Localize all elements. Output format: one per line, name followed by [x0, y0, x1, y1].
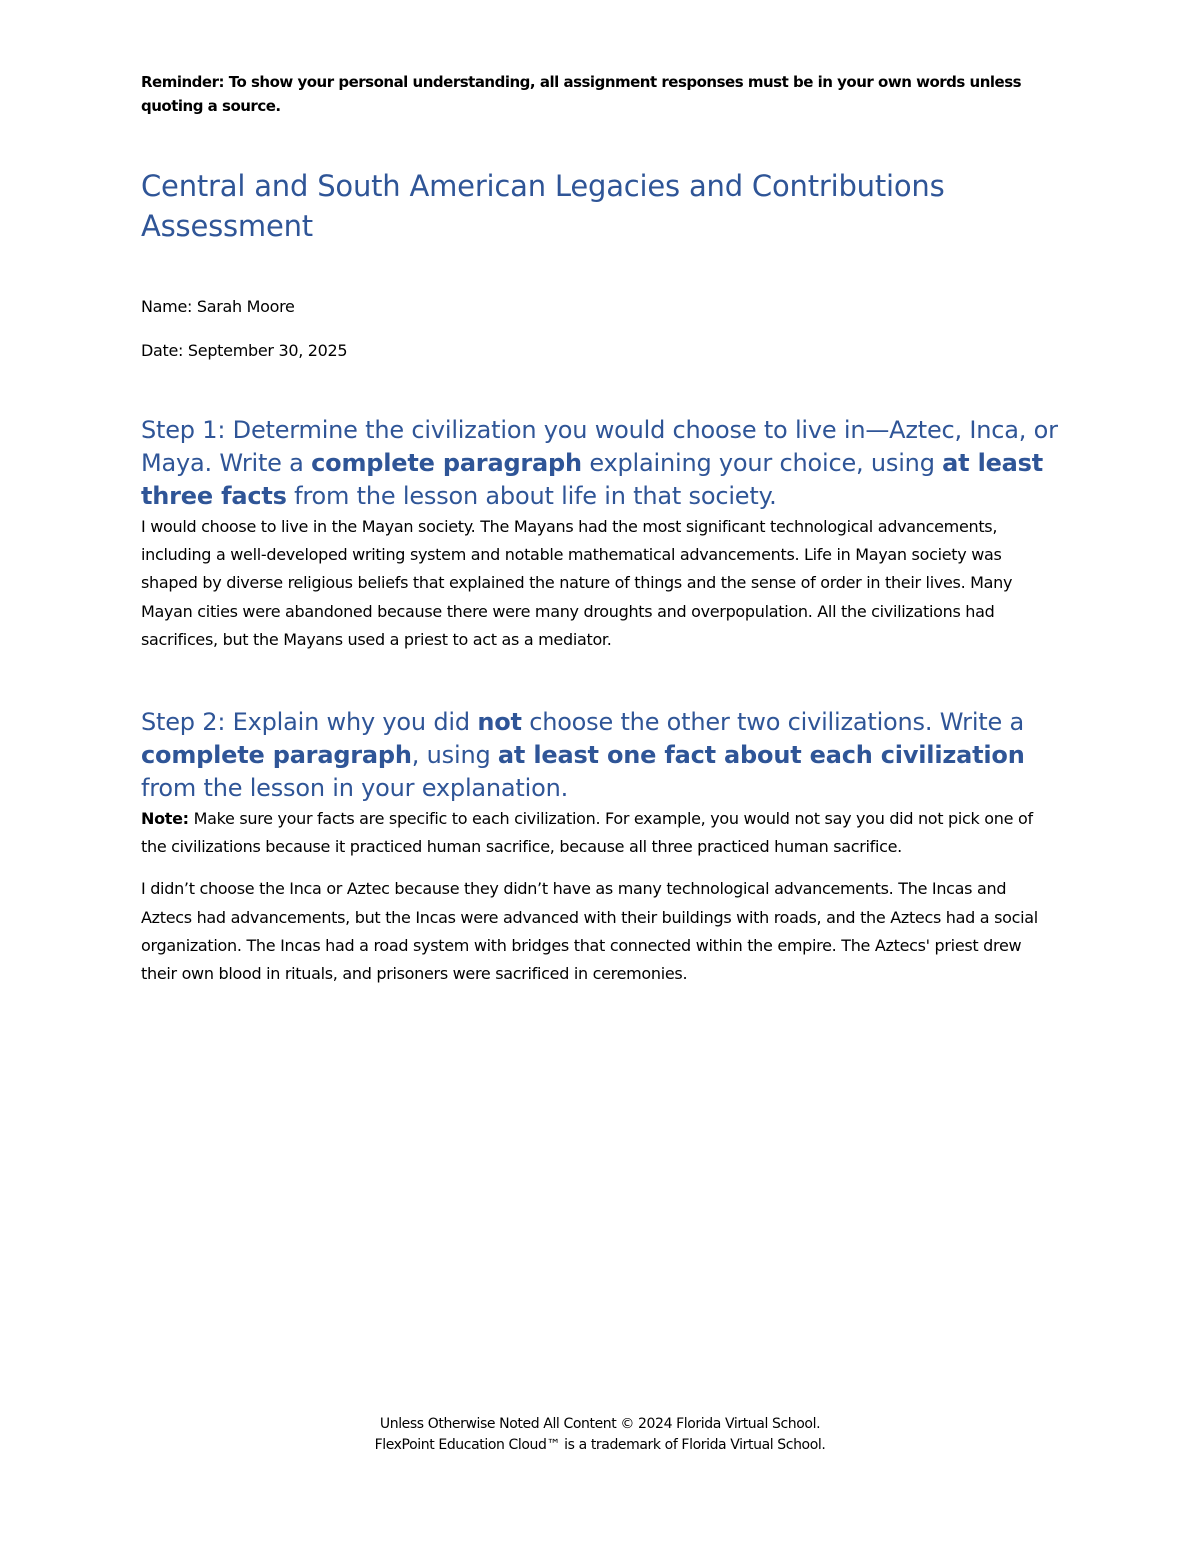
note-text: Make sure your facts are specific to each civilization. For example, you would not say you did not pick one of the civilizations because it practiced human sacrifice, because all three practiced human sacrifice. — [141, 809, 1033, 857]
step1-heading: Step 1: Determine the civilization you would choose to live in—Aztec, Inca, or Maya. Write a complete paragraph explaining your choice, using at least three facts from the lesson about life in that society. — [141, 416, 1058, 510]
step2-heading: Step 2: Explain why you did not choose the other two civilizations. Write a complete paragraph, using at least one fact about each civilization from the lesson in your explanation. — [141, 708, 1025, 803]
footer-trademark: FlexPoint Education Cloud™ is a trademark of Florida Virtual School. — [374, 1437, 826, 1453]
step2-answer: I didn’t choose the Inca or Aztec because they didn’t have as many technological advancements. The Incas and Aztecs had advancements, but the Incas were advanced with their buildings with roads, and the Aztecs had a social organization. The Incas had a road system with bridges that connected within the empire. The Aztecs' priest drew their own blood in rituals, and prisoners were sacrificed in ceremonies. — [141, 879, 1038, 984]
page-title: Central and South American Legacies and Contributions Assessment — [141, 169, 945, 243]
page-footer — [0, 1414, 1200, 1456]
document-page — [141, 70, 1061, 988]
reminder-text: Reminder: To show your personal understanding, all assignment responses must be in your own words unless quoting a source. — [141, 73, 1022, 115]
assignment-date: Date: September 30, 2025 — [141, 341, 348, 360]
student-name: Name: Sarah Moore — [141, 297, 295, 316]
step2-note — [141, 805, 1061, 861]
note-label: Note: — [141, 809, 189, 829]
footer-copyright: Unless Otherwise Noted All Content © 2024 Florida Virtual School. — [379, 1416, 821, 1432]
step1-answer: I would choose to live in the Mayan society. The Mayans had the most significant technological advancements, including a well-developed writing system and notable mathematical advancements. Life in Mayan society was shaped by diverse religious beliefs that explained the nature of things and the sense of order in their lives. Many Mayan cities were abandoned because there were many droughts and overpopulation. All the civilizations had sacrifices, but the Mayans used a priest to act as a mediator. — [141, 517, 1013, 649]
